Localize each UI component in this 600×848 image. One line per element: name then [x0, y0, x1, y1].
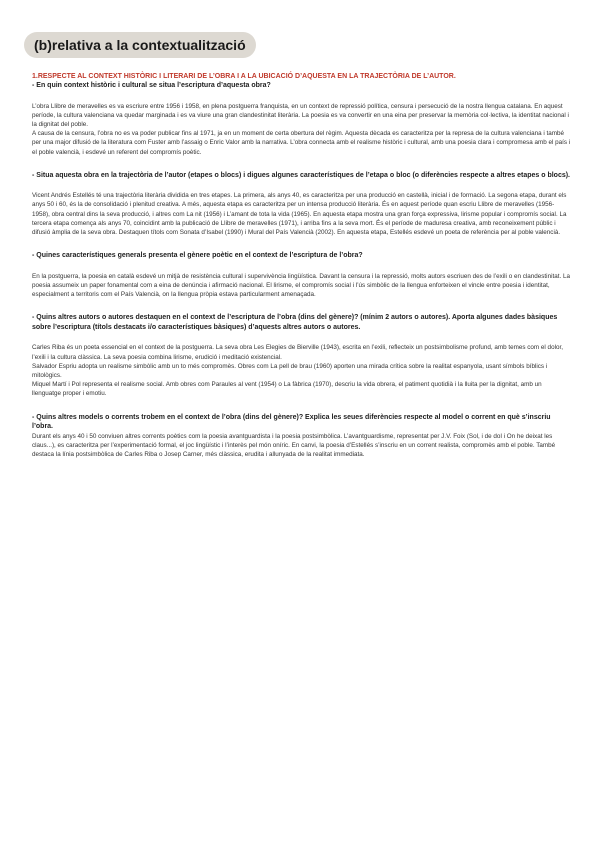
answer-paragraph: Miquel Martí i Pol representa el realisme social. Amb obres com Paraules al vent (1954) o La fàbrica (1970), descriu la vida obrera, el patiment quotidià i la lluita per la dignitat, amb un llenguatge proper i emotiu. — [32, 381, 542, 398]
question-historical-context: - En quin context històric i cultural se situa l’escriptura d’aquesta obra? — [32, 82, 271, 89]
answer-paragraph: Salvador Espriu adopta un realisme simbòlic amb un to més compromès. Obres com La pell de brau (1960) aporten una mirada crítica sobre la realitat espanyola, usant símbols bíblics i mitològics. — [32, 362, 548, 379]
question-genre-characteristics: - Quines característiques generals presenta el gènere poètic en el context de l’escriptura de l’obra? — [32, 252, 363, 260]
question-author-trajectory: - Situa aquesta obra en la trajectòria de l’autor (etapes o blocs) i digues algunes característiques de l’etapa o bloc (o diferències respecte a altres etapes o blocs). — [32, 171, 571, 179]
page-title: (b)relativa a la contextualització — [24, 32, 256, 58]
answer-paragraph: Vicent Andrés Estellés té una trajectòria literària dividida en tres etapes. La primera, als anys 40, es caracteritza per una producció en castellà, inicial i de formació. La segona etapa, durant els anys 50 i 60, és la de consolidació i plenitud creativa. A més, aquesta etapa es caracteritza per un intensa producció literària. És en aquest període quan escriu Llibre de meravelles (1956-1958), obra central dins la seva producció, i altres com La nit (1956) i L’amant de tota la vida (1965). En aquesta etapa mostra una gran força expressiva, lirisme popular i compromís social. La tercera etapa comença als anys 70, coincidint amb la publicació de Llibre de meravelles (1971), i arriba fins a la seva mort. És el període de maduresa creativa, amb reconeixement públic i difusió àmplia de la seva obra. Destaquen títols com Sonata d’Isabel (1990) i Mural del País Valencià (2002). En aquesta etapa, Estellés esdevé un poeta de referència per al poble valencià. — [32, 192, 567, 237]
section-heading: 1.RESPECTE AL CONTEXT HISTÒRIC I LITERARI DE L’OBRA I A LA UBICACIÓ D’AQUESTA EN LA TRAJECTÒRIA DE L’AUTOR. — [32, 73, 456, 80]
answer-paragraph: Carles Riba és un poeta essencial en el context de la postguerra. La seva obra Les Elegies de Bierville (1943), escrita en l’exili, reflecteix un postsimbolisme profund, amb temes com el dolor, l’exili i la cultura clàssica. La seva poesia combina lirisme, erudició i meditació existencial. — [32, 344, 563, 361]
question-other-models: - Quins altres models o corrents trobem en el context de l’obra (dins del gènere)? Explica les seues diferències respecte al model o corrent en què s’inscriu l’obra. — [32, 413, 551, 431]
document-body — [32, 72, 572, 459]
answer-paragraph: Durant els anys 40 i 50 conviuen altres corrents poètics com la poesia avantguardista i la poesia postsimbòlica. L’avantguardisme, representat per J.V. Foix (Sol, i de dol i On he deixat les claus...), es caracteritza per l’experimentació formal, el joc lingüístic i l’interès pel món oníric. En canvi, la poesia d’Estellés s’inscriu en un corrent realista, compromès amb el poble. També destaca la línia postsimbòlica de Carles Riba o Josep Carner, més clàssica, erudita i allunyada de la realitat immediata. — [32, 432, 556, 458]
answer-paragraph: En la postguerra, la poesia en català esdevé un mitjà de resistència cultural i supervivència lingüística. Davant la censura i la repressió, molts autors escriuen des de l’exili o en clandestinitat. La poesia assumeix un paper fonamental com a eina de denúncia i afirmació nacional. El lirisme, el compromís social i l’ús simbòlic de la llengua enforteixen el vincle entre poesia i identitat, especialment a territoris com el País Valencià, on la llengua pròpia estava particularment amenaçada. — [32, 272, 570, 299]
question-other-authors: - Quins altres autors o autores destaquen en el context de l’escriptura de l’obra (dins del gènere)? (mínim 2 autors o autores). Aporta algunes dades bàsiques sobre l’escriptura (títols destacats i/o característiques bàsiques) d’aquests altres autors o autores. — [32, 314, 558, 331]
answer-paragraph: A causa de la censura, l’obra no es va poder publicar fins al 1971, ja en un moment de certa obertura del règim. Aquesta dècada es caracteritza per la represa de la cultura valenciana i també per una major difusió de la literatura com Fuster amb l’assaig o Enric Valor amb la narrativa. L’obra connecta amb el realisme històric i cultural, amb una poesia clara i compromesa amb el país i el poble valencià, i esdevé un referent del compromís poètic. — [32, 130, 571, 156]
answer-paragraph: L’obra Llibre de meravelles es va escriure entre 1956 i 1958, en plena postguerra franquista, en un context de repressió política, censura i persecució de la nostra llengua catalana. En aquest període, la cultura valenciana va quedar marginada i es va viure una gran clandestinitat literària. La poesia es va convertir en una eina per preservar la memòria col·lectiva, la identitat nacional i la dignitat del poble. — [32, 102, 569, 128]
